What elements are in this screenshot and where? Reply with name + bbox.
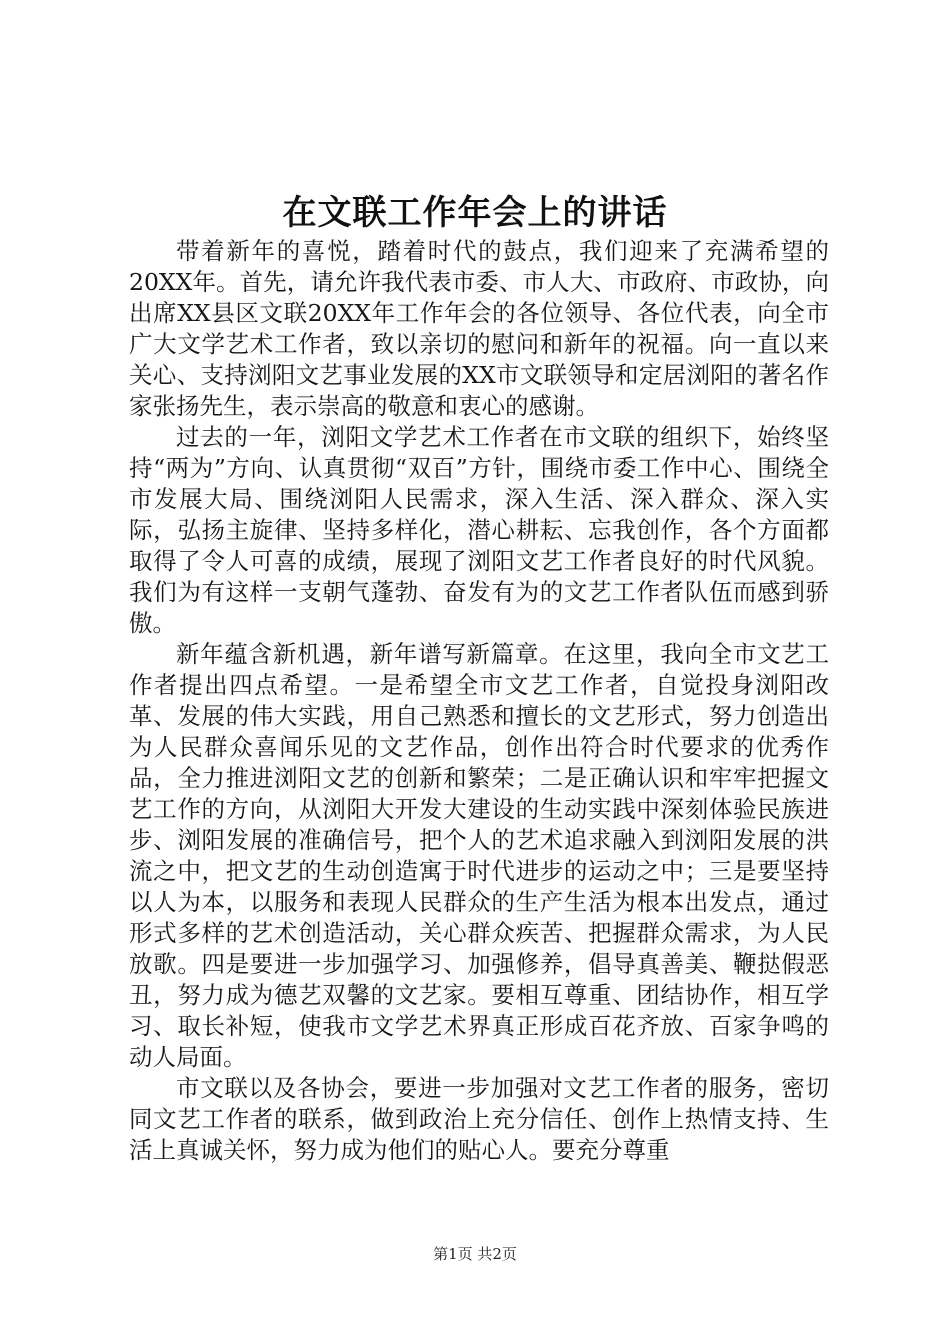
document-body — [129, 236, 829, 1166]
page-footer: 第1页 共2页 — [433, 1245, 517, 1263]
paragraph-2: 过去的一年，浏阳文学艺术工作者在市文联的组织下，始终坚持“两为”方向、认真贯彻“双百”方针，围绕市委工作中心、围绕全市发展大局、围绕浏阳人民需求，深入生活、深入群众、深入实际，弘扬主旋律、坚持多样化，潜心耕耘、忘我创作，各个方面都取得了令人可喜的成绩，展现了浏阳文艺工作者良好的时代风貌。我们为有这样一支朝气蓬勃、奋发有为的文艺工作者队伍而感到骄傲。 — [129, 423, 829, 637]
paragraph-4: 市文联以及各协会，要进一步加强对文艺工作者的服务，密切同文艺工作者的联系，做到政治上充分信任、创作上热情支持、生活上真诚关怀，努力成为他们的贴心人。要充分尊重 — [129, 1074, 829, 1164]
document-title: 在文联工作年会上的讲话 — [282, 193, 668, 233]
paragraph-1: 带着新年的喜悦，踏着时代的鼓点，我们迎来了充满希望的20XX年。首先，请允许我代表市委、市人大、市政府、市政协，向出席XX县区文联20XX年工作年会的各位领导、各位代表，向全市广大文学艺术工作者，致以亲切的慰问和新年的祝福。向一直以来关心、支持浏阳文艺事业发展的XX市文联领导和定居浏阳的著名作家张扬先生，表示崇高的敬意和衷心的感谢。 — [129, 237, 829, 420]
paragraph-3: 新年蕴含新机遇，新年谱写新篇章。在这里，我向全市文艺工作者提出四点希望。一是希望全市文艺工作者，自觉投身浏阳改革、发展的伟大实践，用自己熟悉和擅长的文艺形式，努力创造出为人民群众喜闻乐见的文艺作品，创作出符合时代要求的优秀作品，全力推进浏阳文艺的创新和繁荣；二是正确认识和牢牢把握文艺工作的方向，从浏阳大开发大建设的生动实践中深刻体验民族进步、浏阳发展的准确信号，把个人的艺术追求融入到浏阳发展的洪流之中，把文艺的生动创造寓于时代进步的运动之中；三是要坚持以人为本，以服务和表现人民群众的生产生活为根本出发点，通过形式多样的艺术创造活动，关心群众疾苦、把握群众需求，为人民放歌。四是要进一步加强学习、加强修养，倡导真善美、鞭挞假恶丑，努力成为德艺双馨的文艺家。要相互尊重、团结协作，相互学习、取长补短，使我市文学艺术界真正形成百花齐放、百家争鸣的动人局面。 — [129, 640, 829, 1071]
